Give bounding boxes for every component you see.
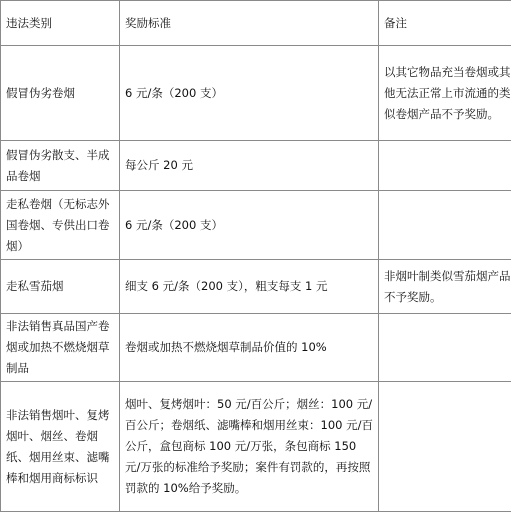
- table-row: [1, 141, 511, 191]
- note-cell: [379, 382, 511, 512]
- header-label: 奖励标准: [125, 15, 171, 30]
- table-row: [1, 46, 511, 141]
- standard-cell: [120, 46, 379, 141]
- standard-cell: [120, 382, 379, 512]
- note-cell: [379, 141, 511, 191]
- category-text: 假冒伪劣卷烟: [6, 85, 75, 100]
- table-row: [1, 260, 511, 314]
- header-cell-category: [1, 1, 120, 46]
- category-text: 非法销售烟叶、复烤烟叶、烟丝、卷烟纸、烟用丝束、滤嘴棒和烟用商标标识: [6, 407, 110, 485]
- standard-text: 烟叶、复烤烟叶：50 元/百公斤；烟丝：100 元/百公斤；卷烟纸、滤嘴棒和烟用丝束：100 元/百公斤，盒包商标 100 元/万张，条包商标 150 元/万张的标准给予奖励；案件有罚款的，再按照罚款的 10%给予奖励。: [125, 397, 373, 495]
- header-label: 违法类别: [6, 15, 52, 30]
- category-cell: [1, 141, 120, 191]
- note-text: 以其它物品充当卷烟或其他无法正常上市流通的类似卷烟产品不予奖励。: [384, 64, 511, 121]
- category-text: 走私雪茄烟: [6, 279, 64, 293]
- category-text: 假冒伪劣散支、半成品卷烟: [6, 147, 110, 183]
- standard-text: 细支 6 元/条（200 支），粗支每支 1 元: [125, 279, 328, 293]
- category-text: 走私卷烟（无标志外国卷烟、专供出口卷烟）: [6, 196, 110, 253]
- category-cell: [1, 191, 120, 260]
- header-cell-note: [379, 1, 511, 46]
- standard-text: 6 元/条（200 支）: [125, 217, 223, 232]
- note-cell: [379, 46, 511, 141]
- category-cell: [1, 382, 120, 512]
- category-cell: [1, 46, 120, 141]
- standard-text: 卷烟或加热不燃烧烟草制品价值的 10%: [125, 340, 327, 354]
- category-cell: [1, 314, 120, 382]
- table-row: [1, 191, 511, 260]
- standard-cell: [120, 191, 379, 260]
- category-text: 非法销售真品国产卷烟或加热不燃烧烟草制品: [6, 319, 110, 375]
- standard-cell: [120, 141, 379, 191]
- category-cell: [1, 260, 120, 314]
- standard-cell: [120, 314, 379, 382]
- note-cell: [379, 260, 511, 314]
- standard-text: 6 元/条（200 支）: [125, 85, 223, 100]
- header-label: 备注: [384, 15, 407, 30]
- table-row: [1, 382, 511, 512]
- note-cell: [379, 191, 511, 260]
- table-header-row: [1, 1, 511, 46]
- note-cell: [379, 314, 511, 382]
- table-row: [1, 314, 511, 382]
- note-text: 非烟叶制类似雪茄烟产品不予奖励。: [384, 268, 511, 304]
- header-cell-standard: [120, 1, 379, 46]
- standard-text: 每公斤 20 元: [125, 158, 193, 172]
- standard-cell: [120, 260, 379, 314]
